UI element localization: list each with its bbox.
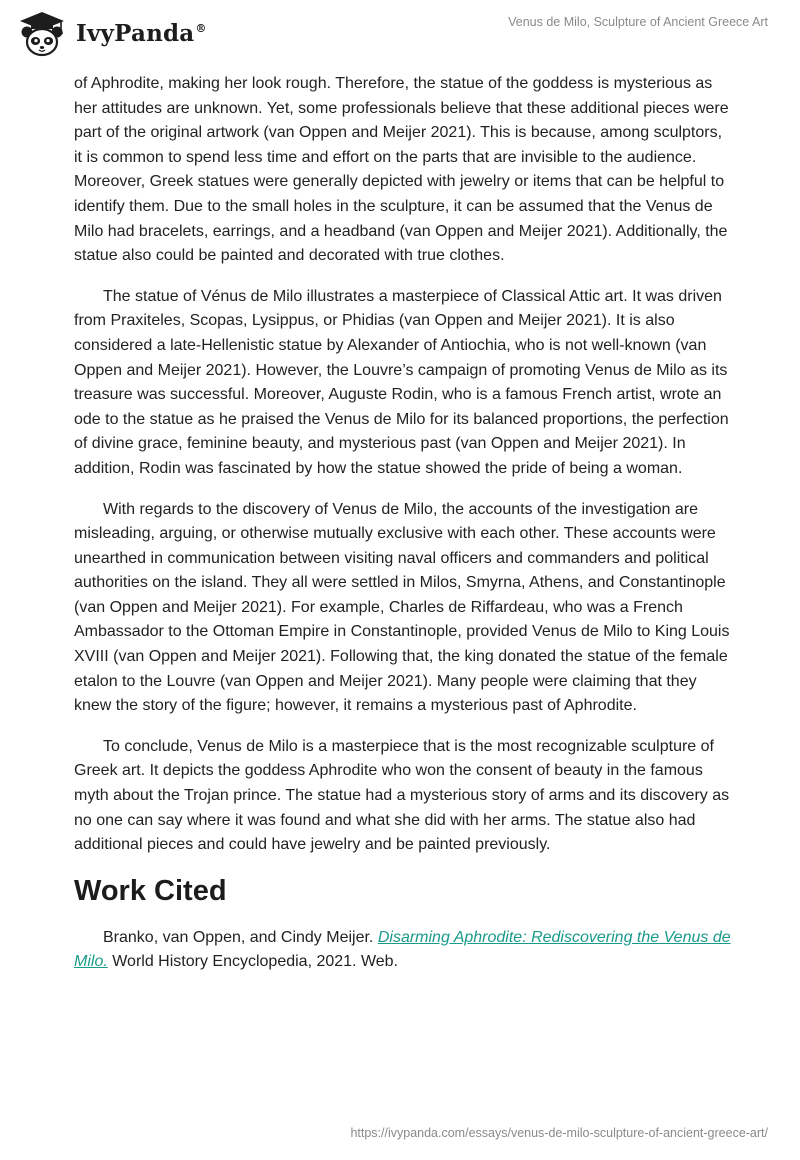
paragraph-2: The statue of Vénus de Milo illustrates a masterpiece of Classical Attic art. It was driven from Praxiteles, Scopas, Lysippus, or Phidias (van Oppen and Meijer 2021). It is also considered a late-Hellenistic statue by Alexander of Antiochia, who is not well-known (van Oppen and Meijer 2021). However, the Louvre’s campaign of promoting Venus de Milo as its treasure was successful. Moreover, Auguste Rodin, who is a famous French artist, wrote an ode to the statue as he praised the Venus de Milo for its balanced proportions, the perfection of divine grace, feminine beauty, and mysterious past (van Oppen and Meijer 2021). In addition, Rodin was fascinated by how the statue showed the pride of being a woman.: [74, 287, 729, 477]
brand-name: [76, 20, 207, 47]
panda-graduate-icon: [14, 8, 70, 58]
document-title: Venus de Milo, Sculpture of Ancient Greece Art: [508, 15, 768, 29]
ivypanda-logo[interactable]: [14, 8, 207, 58]
citation-entry: [74, 926, 734, 975]
paragraph-4: To conclude, Venus de Milo is a masterpiece that is the most recognizable sculpture of Greek art. It depicts the goddess Aphrodite who won the consent of beauty in the famous myth about the Trojan prince. The statue had a mysterious story of arms and its discovery as no one can say where it was found and what she did with her arms. The statue also had additional pieces and could have jewelry and be painted previously.: [74, 737, 730, 854]
essay-body: [74, 72, 734, 975]
citation-authors: Branko, van Oppen, and Cindy Meijer.: [103, 928, 374, 946]
page-header: [0, 0, 800, 64]
paragraph-1: of Aphrodite, making her look rough. Therefore, the statue of the goddess is mysterious as her attitudes are unknown. Yet, some professionals believe that these additional pieces were part of the original artwork (van Oppen and Meijer 2021). This is because, among sculptors, it is common to spend less time and effort on the parts that are invisible to the audience. Moreover, Greek statues were generally depicted with jewelry or items that can be helpful to identify them. Due to the small holes in the sculpture, it can be assumed that the Venus de Milo had bracelets, earrings, and a headband (van Oppen and Meijer 2021). Additionally, the statue also could be painted and decorated with true clothes.: [74, 75, 729, 265]
registered-mark: ®: [195, 21, 207, 35]
paragraph-3: With regards to the discovery of Venus de Milo, the accounts of the investigation are misleading, arguing, or otherwise mutually exclusive with each other. These accounts were unearthed in communication between visiting naval officers and commanders and political authorities on the island. They all were settled in Milos, Smyrna, Athens, and Constantinople (van Oppen and Meijer 2021). For example, Charles de Riffardeau, who was a French Ambassador to the Ottoman Empire in Constantinople, provided Venus de Milo to King Louis XVIII (van Oppen and Meijer 2021). Following that, the king donated the statue of the female etalon to the Louvre (van Oppen and Meijer 2021). Many people were claiming that they knew the story of the figure; however, it remains a mysterious past of Aphrodite.: [74, 500, 730, 715]
works-cited-heading: Work Cited: [74, 874, 227, 907]
brand-text: IvyPanda: [76, 19, 195, 47]
citation-link[interactable]: Disarming Aphrodite: Rediscovering the Venus de Milo.: [74, 928, 731, 971]
footer-url: https://ivypanda.com/essays/venus-de-milo-sculpture-of-ancient-greece-art/: [350, 1126, 768, 1140]
citation-source: World History Encyclopedia, 2021. Web.: [107, 953, 398, 971]
